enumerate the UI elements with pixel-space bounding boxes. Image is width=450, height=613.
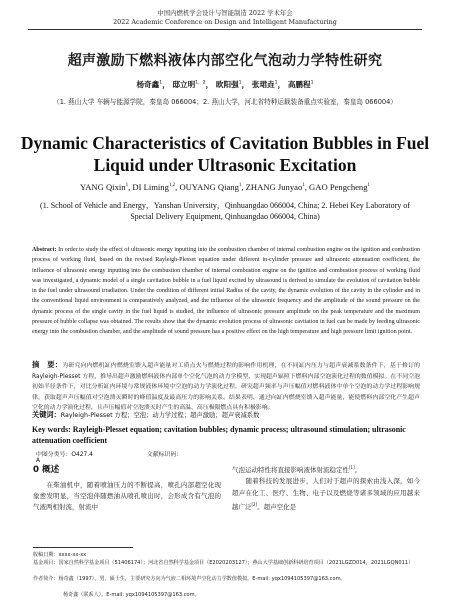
header-rule xyxy=(28,29,422,30)
author-cn: 邸立明 xyxy=(172,80,196,89)
affiliation-cn: （1. 燕山大学 车辆与能源学院，秦皇岛 066004；2. 燕山大学，河北省特种运载装备重点实验室，秦皇岛 066004） xyxy=(53,98,397,106)
abstract-cn-label: 摘 要： xyxy=(32,360,63,369)
affiliation-en: (1. School of Vehicle and Energy，Yanshan University，Qinhuangdao 066004, China; 2. Hebei Key Laboratory of Special Delivery Equipment, Qinhuangdao 066004, China) xyxy=(40,201,410,221)
author-en: GAO Pengcheng xyxy=(309,182,368,192)
title-cn: 超声激励下燃料液体内部空化气泡动力学特性研究 xyxy=(67,53,383,69)
body-column-right xyxy=(232,462,420,513)
abstract-en-label: Abstract: xyxy=(32,247,57,253)
body-right-text-3: 。超声空化是 xyxy=(257,502,297,511)
author-sup: 1,2 xyxy=(168,183,176,189)
clc-number: 中图分类号：O427.4 xyxy=(36,452,93,458)
author-cn: 杨奇鑫 xyxy=(136,80,160,89)
author-en: OUYANG Qiang xyxy=(179,182,239,192)
author-sup: 1 xyxy=(125,183,129,189)
author-en: ZHANG Junyao xyxy=(245,182,303,192)
author-cn: 张珺垚 xyxy=(251,80,275,89)
author-sup: 1 xyxy=(302,183,305,189)
author-sup: 1 xyxy=(310,80,314,86)
author-sup: 1 xyxy=(367,183,371,189)
abstract-en-text: In order to study the effect of ultrasonic energy inputting into the combustion chamber of internal combustion engine on the ignition and combustion process of working fluid, based on the revised Rayleigh-Plesset equation under different in-cylinder pressure and ultrasonic attenuation coefficient, the influence of ultrasonic energy inputting into the combustion chamber of internal combustion engine on the ignition and combustion process of working fluid was investigated, a dynamic model of a single cavitation bubble in a fuel liquid excited by ultrasound is derived to simulate the evolution of cavitation bubble in the fuel under ultrasound irradiation. Under the condition of different initial Radius of the cavity, the dynamic evolution of the cavity in the cylinder and in the conventional liquid environment is comparatively analyzed, and the influence of the ultrasonic frequency and the amplitude of the sound pressure on the dynamic process of the single cavity in the fuel liquid is studied, the influence of ultrasonic pressure amplitude on the peak temperature and the maximum pressure of bubble collapse was obtained. The results show that the dynamic evolution process of ultrasonic cavitation in fuel can be made by feeding ultrasonic energy into the combustion chamber, and the amplitude of sound pressure has a positive effect on the high temperature and high pressure limit ignition point. xyxy=(32,247,420,336)
footnote-funding: 基金项目：国家自然科学基金项目（51406174）；河北省自然科学基金项目（E2020203127）；燕山大学基础创新科研培育项目（2021LGZD014，2021LGQN011） xyxy=(33,560,414,566)
authors-en: YANG Qixin$^1$, DI Liming$^{1,2}$, OUYANG Qiang$^1$, ZHANG Junyao$^1$, GAO Pengcheng$^1$ xyxy=(79,182,371,192)
keywords-en-text: Rayleigh-Plesset equation; cavitation bubbles; dynamic process; ultrasound stimulation; ultrasonic attenuation coefficient xyxy=(32,425,406,445)
citation-ref: [2] xyxy=(251,501,258,507)
authors-cn: 杨奇鑫$^1$， 邸立明$^{1,2}$， 欧阳强$^1$， 张珺垚$^1$， 高鹏程$^1$ xyxy=(136,80,314,89)
author-cn: 欧阳强 xyxy=(215,80,239,89)
keywords-en xyxy=(32,424,420,446)
classification-line xyxy=(36,449,236,464)
keywords-cn-text: Rayleigh-Plesset 方程；空泡；动力学过程；超声激励；超声衰减系数 xyxy=(60,412,260,419)
author-sup: 1，2 xyxy=(195,80,206,86)
conference-header-cn: 中国内燃机学会设计与智能制造 2022 学术年会 xyxy=(157,9,293,17)
abstract-cn xyxy=(32,360,420,414)
keywords-en-label: Key words: xyxy=(32,425,71,434)
footnote-rule xyxy=(33,547,133,548)
abstract-cn-text: 为研究向内燃机缸内燃烧室馈入超声能量对工质点火与燃烧过程的影响作用机理，在不同缸内压力与超声衰减系数条件下，基于修订的 Rayleigh-Plesset 方程，推导出超声激励燃料液体内部单个空化气泡的动力学模型，实现超声辐照下燃料内部空泡演化过程的数值模拟。在不同空泡初始半径条件下，对比分析缸内环境与常规液体环境中空泡的动力学演化过程，研究超声频率与声压幅值对燃料液体中单个空泡的动力学过程影响规律，获取超声声压幅值对空泡溃灭瞬时的峰值温度及最高压力的影响关系。结果表明，通过向缸内燃烧室馈入超声能量，能使燃料内部空化产生超声空化的动力学演化过程，且声压幅值对空泡溃灭时产生的高温、高压极限燃点具有积极影响。 xyxy=(32,363,420,412)
body-right-text-2: 。 随着科技的发展进步，人们对于超声的探索由浅入深，如今超声在化工、医疗、生物、电子以及燃烧等诸多领域的应用越来越广泛 xyxy=(232,466,420,511)
author-en: DI Liming xyxy=(132,182,169,192)
abstract-en xyxy=(32,245,420,338)
author-sup: 1 xyxy=(274,80,278,86)
author-sup: 1 xyxy=(238,183,242,189)
footnote-author-bio: 作者简介：杨奇鑫（1997），男，硕士生，主要研究方向为气液二相环境声空化动力学数值模拟，E-mail: yqx1094105397@163.com。 xyxy=(33,576,346,582)
section-heading: 0 概述 xyxy=(33,465,60,475)
author-sup: 1 xyxy=(159,80,163,86)
author-en: YANG Qixin xyxy=(79,182,126,192)
footnote-received: 收稿日期：xxxx-xx-xx xyxy=(33,552,87,558)
body-column-left: 在柴油机中，随着喷油压力的不断提高，喷孔内部超空化现象愈发明显，当空泡伴随燃油从喷孔喷出时，会形成含有气泡的气液两相射流，射流中 xyxy=(33,481,221,512)
conference-header-en: 2022 Academic Conference on Design and Intelligent Manufacturing xyxy=(113,18,337,26)
author-cn: 高鹏程 xyxy=(287,80,311,89)
keywords-cn-label: 关键词： xyxy=(32,410,61,419)
keywords-cn xyxy=(32,410,420,420)
author-sup: 1 xyxy=(238,80,242,86)
footnote-contact: 杨奇鑫（联系人）。E-mail: yqx1094105397@163.com。 xyxy=(63,592,200,598)
body-right-text-1: 气泡运动特性将直接影响液体射流稳定性 xyxy=(232,466,349,475)
citation-ref: [1] xyxy=(349,465,355,470)
title-en: Dynamic Characteristics of Cavitation Bubbles in Fuel Liquid under Ultrasonic Excitation xyxy=(20,133,430,175)
document-code: 文献标识码：A xyxy=(36,452,183,464)
